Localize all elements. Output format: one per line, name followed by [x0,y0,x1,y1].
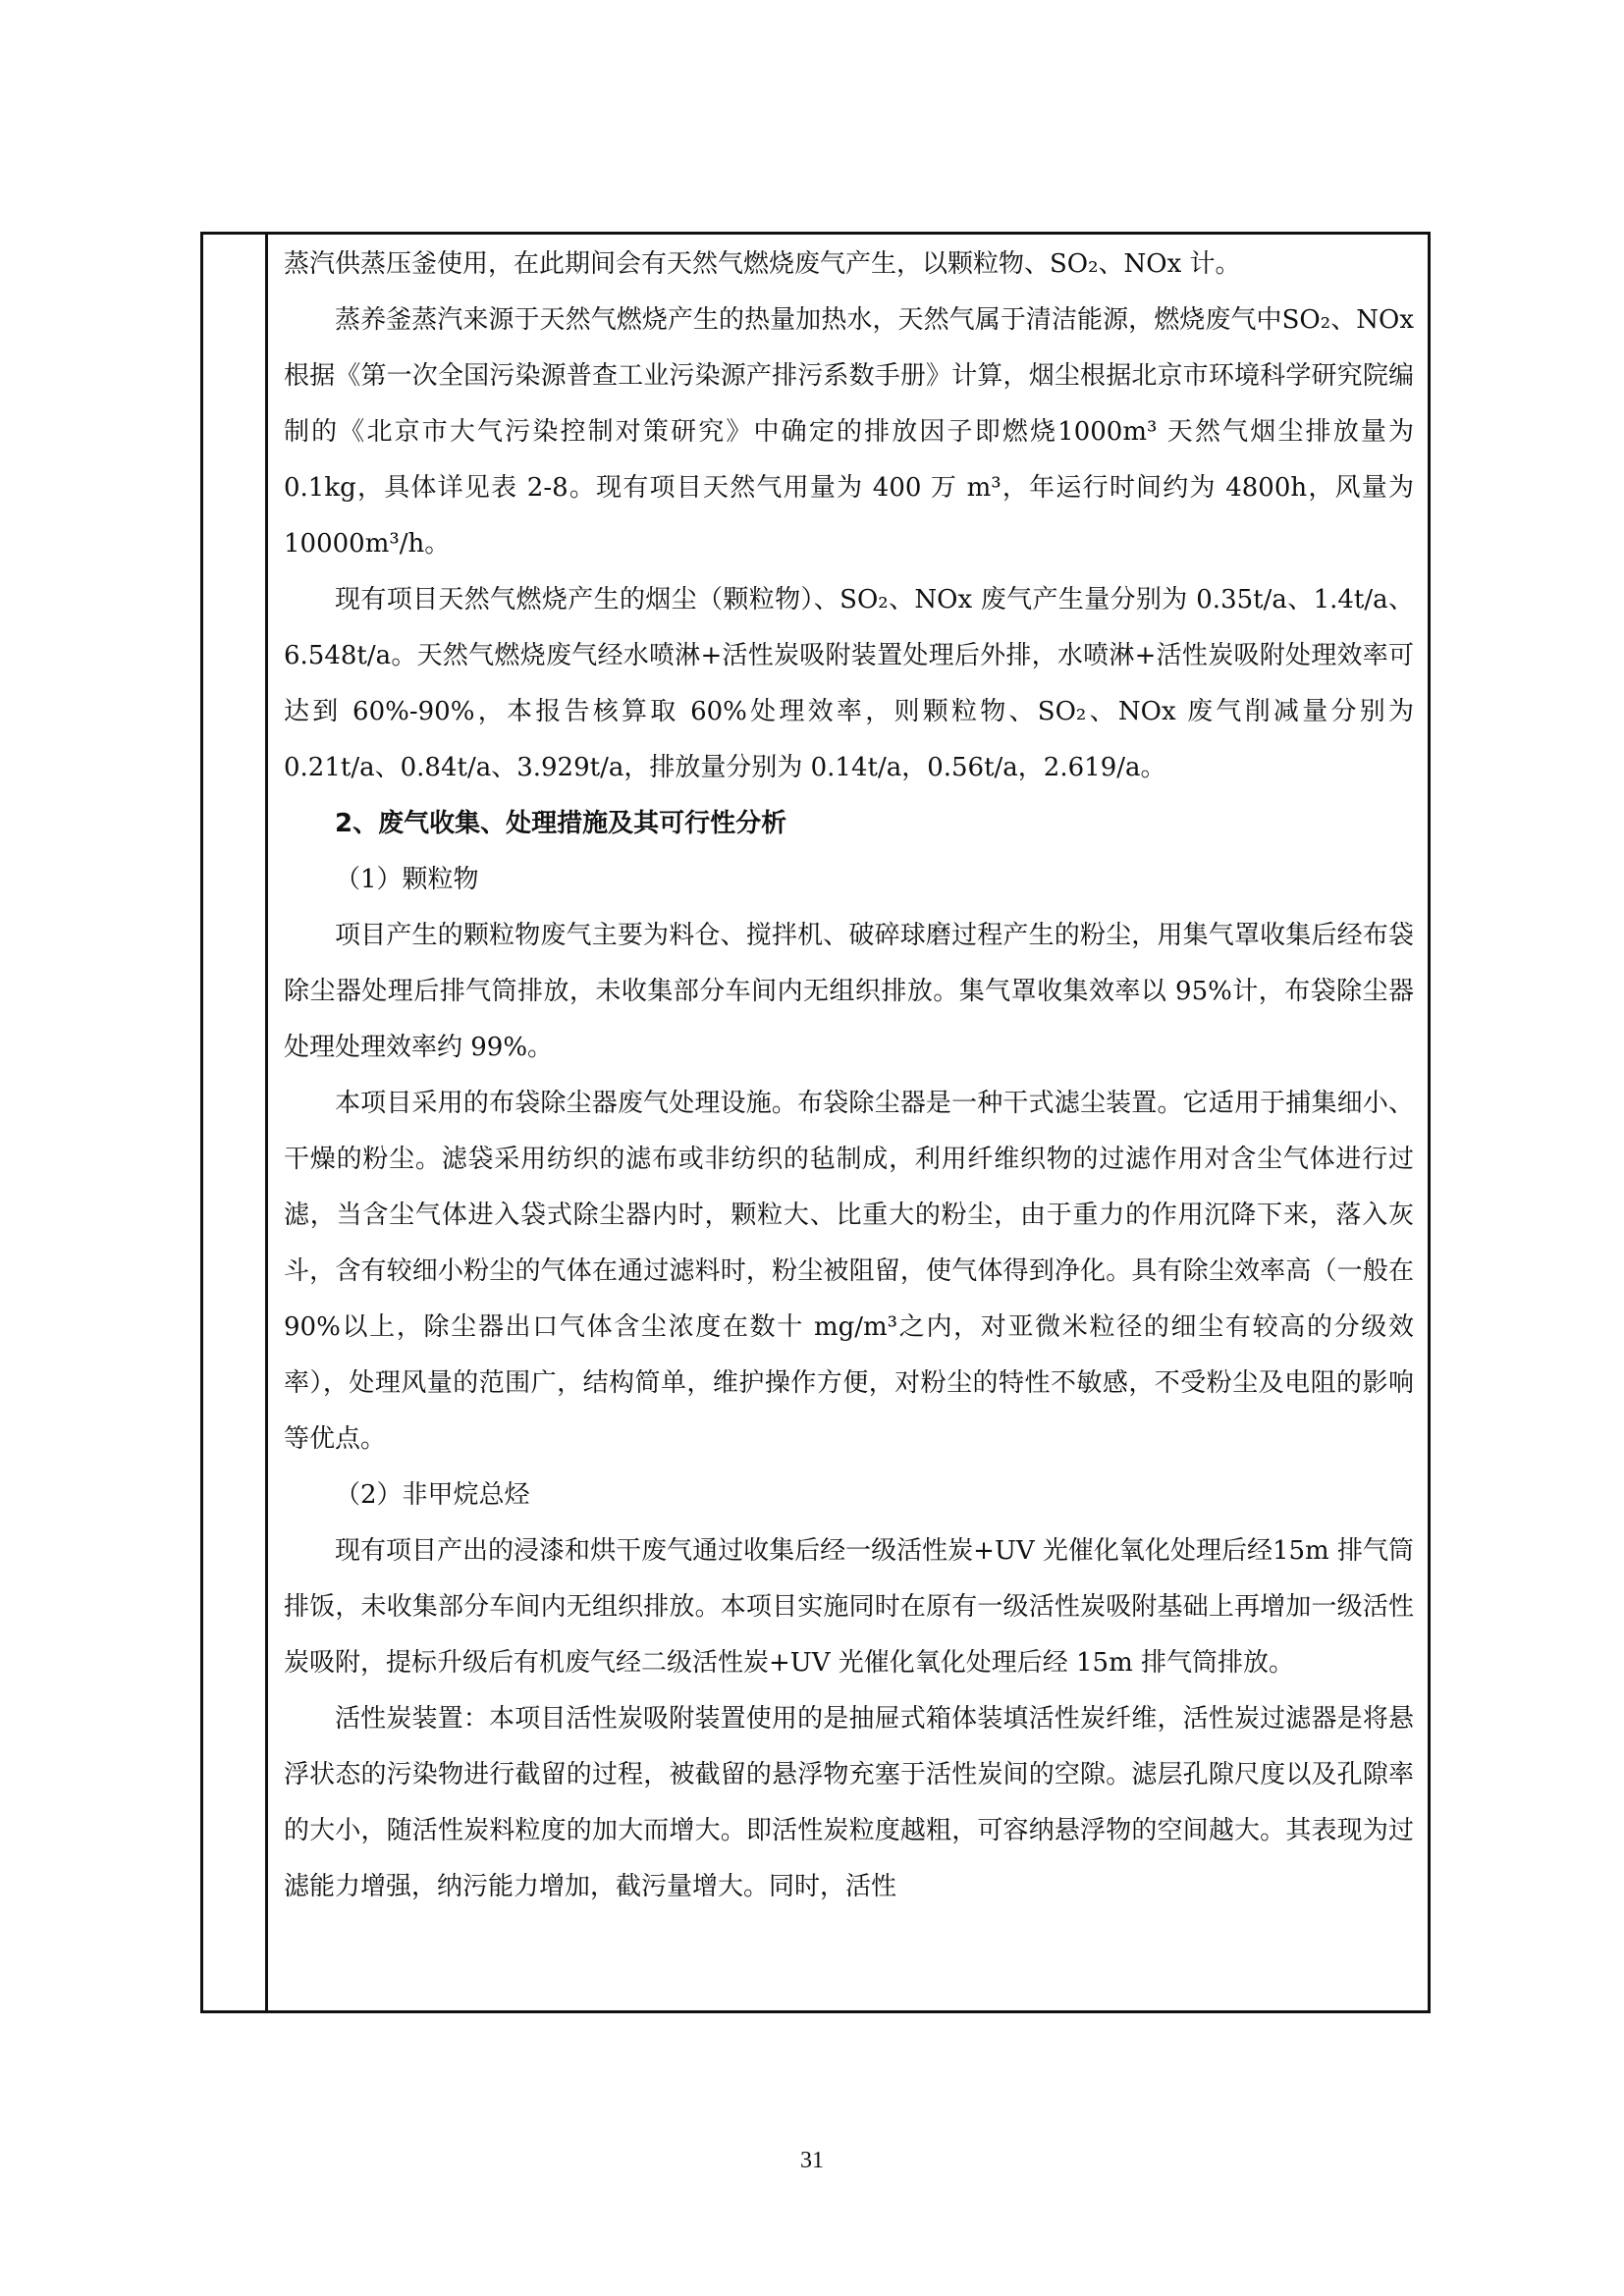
content-table [200,232,1431,2013]
paragraph-gas-emissions: 现有项目天然气燃烧产生的烟尘（颗粒物）、SO₂、NOx 废气产生量分别为 0.35t/a、1.4t/a、6.548t/a。天然气燃烧废气经水喷淋+活性炭吸附装置处理后外排，水喷淋+活性炭吸附处理效率可达到 60%-90%，本报告核算取 60%处理效率，则颗粒物、SO₂、NOx 废气削减量分别为 0.21t/a、0.84t/a、3.929t/a，排放量分别为 0.14t/a，0.56t/a，2.619/a。 [284,585,1414,782]
page-number: 31 [800,2148,824,2173]
table-content-cell [284,235,1414,2010]
paragraph-nmhc-treatment: 现有项目产出的浸漆和烘干废气通过收集后经一级活性炭+UV 光催化氧化处理后经15m 排气筒排饭，未收集部分车间内无组织排放。本项目实施同时在原有一级活性炭吸附基础上再增加一级活性炭吸附，提标升级后有机废气经二级活性炭+UV 光催化氧化处理后经 15m 排气筒排放。 [284,1536,1414,1678]
paragraph-activated-carbon: 活性炭装置：本项目活性炭吸附装置使用的是抽屉式箱体装填活性炭纤维，活性炭过滤器是将悬浮状态的污染物进行截留的过程，被截留的悬浮物充塞于活性炭间的空隙。滤层孔隙尺度以及孔隙率的大小，随活性炭料粒度的加大而增大。即活性炭粒度越粗，可容纳悬浮物的空间越大。其表现为过滤能力增强，纳污能力增加，截污量增大。同时，活性 [284,1704,1414,1901]
table-label-column [203,235,268,2010]
paragraph-particulate-collection: 项目产生的颗粒物废气主要为料仓、搅拌机、破碎球磨过程产生的粉尘，用集气罩收集后经布袋除尘器处理后排气筒排放，未收集部分车间内无组织排放。集气罩收集效率以 95%计，布袋除尘器处理处理效率约 99%。 [284,921,1414,1062]
section-heading: 2、废气收集、处理措施及其可行性分析 [335,809,787,838]
subsection-nmhc-heading: （2）非甲烷总烃 [335,1480,530,1510]
paragraph-bag-filter: 本项目采用的布袋除尘器废气处理设施。布袋除尘器是一种干式滤尘装置。它适用于捕集细小、干燥的粉尘。滤袋采用纺织的滤布或非纺织的毡制成，利用纤维织物的过滤作用对含尘气体进行过滤，当含尘气体进入袋式除尘器内时，颗粒大、比重大的粉尘，由于重力的作用沉降下来，落入灰斗，含有较细小粉尘的气体在通过滤料时，粉尘被阻留，使气体得到净化。具有除尘效率高（一般在 90%以上，除尘器出口气体含尘浓度在数十 mg/m³之内，对亚微米粒径的细尘有较高的分级效率），处理风量的范围广，结构简单，维护操作方便，对粉尘的特性不敏感，不受粉尘及电阻的影响等优点。 [284,1089,1414,1454]
paragraph-continuation: 蒸汽供蒸压釜使用，在此期间会有天然气燃烧废气产生，以颗粒物、SO₂、NOx 计。 [284,249,1241,279]
paragraph-steam-source: 蒸养釜蒸汽来源于天然气燃烧产生的热量加热水，天然气属于清洁能源，燃烧废气中SO₂、NOx 根据《第一次全国污染源普查工业污染源产排污系数手册》计算，烟尘根据北京市环境科学研究院编制的《北京市大气污染控制对策研究》中确定的排放因子即燃烧1000m³ 天然气烟尘排放量为 0.1kg，具体详见表 2-8。现有项目天然气用量为 400 万 m³，年运行时间约为 4800h，风量为 10000m³/h。 [284,305,1414,559]
subsection-particulate-heading: （1）颗粒物 [335,865,479,894]
